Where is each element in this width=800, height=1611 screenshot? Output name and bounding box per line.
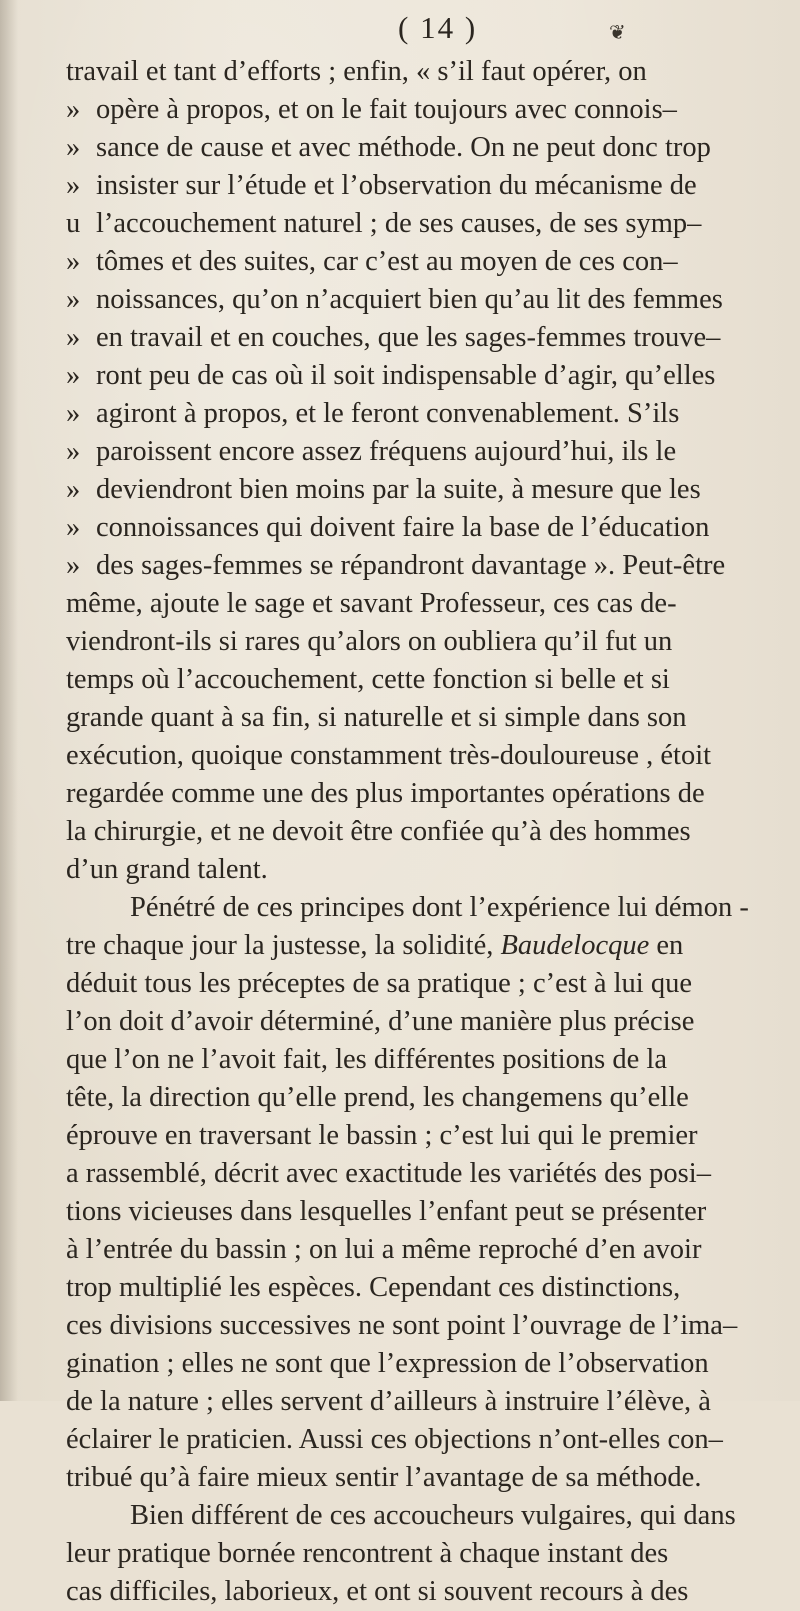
text-line: même, ajoute le sage et savant Professeur, ces cas de- [66,588,677,619]
text-line: » insister sur l’étude et l’observation du mécanisme de [66,167,766,205]
text-line: a rassemblé, décrit avec exactitude les variétés des posi– [66,1158,711,1189]
text-line: tre chaque jour la justesse, la solidité, Baudelocque en [66,930,684,961]
text-line: cas difficiles, laborieux, et ont si souvent recours à des [66,1576,689,1607]
text-line: d’un grand talent. [66,854,268,885]
text-line: grande quant à sa fin, si naturelle et si simple dans son [66,702,687,733]
quote-mark: » [66,550,81,581]
text-line: » sance de cause et avec méthode. On ne peut donc trop [66,129,766,167]
text-line: leur pratique bornée rencontrent à chaque instant des [66,1538,669,1569]
quote-mark: » [66,132,81,163]
text-line: ces divisions successives ne sont point l’ouvrage de l’ima– [66,1310,738,1341]
quote-mark: » [66,284,81,315]
text-line: » connoissances qui doivent faire la base de l’éducation [66,509,766,547]
text-line: » des sages-femmes se répandront davantage ». Peut-être [66,547,766,585]
text-line: tribué qu’à faire mieux sentir l’avantage de sa méthode. [66,1462,702,1493]
text-line: » noissances, qu’on n’acquiert bien qu’au lit des femmes [66,281,766,319]
author-name: Baudelocque [500,930,650,961]
text-line: Bien différent de ces accoucheurs vulgaires, qui dans [130,1500,736,1531]
text-line: u l’accouchement naturel ; de ses causes, de ses symp– [66,205,766,243]
quote-mark: » [66,170,81,201]
text-line: » paroissent encore assez fréquens aujourd’hui, ils le [66,433,766,471]
text-line: gination ; elles ne sont que l’expression de l’observation [66,1348,709,1379]
quote-mark: » [66,246,81,277]
text-line: que l’on ne l’avoit fait, les différentes positions de la [66,1044,667,1075]
page-number: ( 14 ) [398,10,478,45]
text-line: trop multiplié les espèces. Cependant ces distinctions, [66,1272,681,1303]
text-line: » tômes et des suites, car c’est au moyen de ces con– [66,243,766,281]
ornament-mark: ❦ [609,22,626,44]
quote-mark: » [66,436,81,467]
text-line: tête, la direction qu’elle prend, les changemens qu’elle [66,1082,689,1113]
text-line: tions vicieuses dans lesquelles l’enfant peut se présenter [66,1196,707,1227]
text-line: de la nature ; elles servent d’ailleurs à instruire l’élève, à [66,1386,711,1417]
quote-mark: » [66,94,81,125]
text-line: » en travail et en couches, que les sages-femmes trouve– [66,319,766,357]
text-line: temps où l’accouchement, cette fonction si belle et si [66,664,670,695]
text-line: viendront-ils si rares qu’alors on oubliera qu’il fut un [66,626,673,657]
quote-mark: » [66,360,81,391]
text-line: éclairer le praticien. Aussi ces objections n’ont-elles con– [66,1424,723,1455]
quote-mark: » [66,512,81,543]
text-line: » agiront à propos, et le feront convenablement. S’ils [66,395,766,433]
body-text [66,53,766,1611]
quote-mark: » [66,322,81,353]
quote-mark: u [66,208,81,239]
text-line: éprouve en traversant le bassin ; c’est lui qui le premier [66,1120,698,1151]
page-edge-shadow [0,0,18,1401]
text-line: Pénétré de ces principes dont l’expérience lui démon - [130,892,749,923]
text-line: exécution, quoique constamment très-douloureuse , étoit [66,740,712,771]
text-line: à l’entrée du bassin ; on lui a même reproché d’en avoir [66,1234,702,1265]
text-line: travail et tant d’efforts ; enfin, « s’il faut opérer, on [66,56,647,87]
quote-mark: » [66,398,81,429]
text-line: déduit tous les préceptes de sa pratique ; c’est à lui que [66,968,692,999]
quote-mark: » [66,474,81,505]
text-line: » ront peu de cas où il soit indispensable d’agir, qu’elles [66,357,766,395]
text-line: l’on doit d’avoir déterminé, d’une manière plus précise [66,1006,695,1037]
text-line: » opère à propos, et on le fait toujours avec connois– [66,91,766,129]
text-line: » deviendront bien moins par la suite, à mesure que les [66,471,766,509]
text-line: la chirurgie, et ne devoit être confiée qu’à des hommes [66,816,691,847]
text-line: regardée comme une des plus importantes opérations de [66,778,705,809]
